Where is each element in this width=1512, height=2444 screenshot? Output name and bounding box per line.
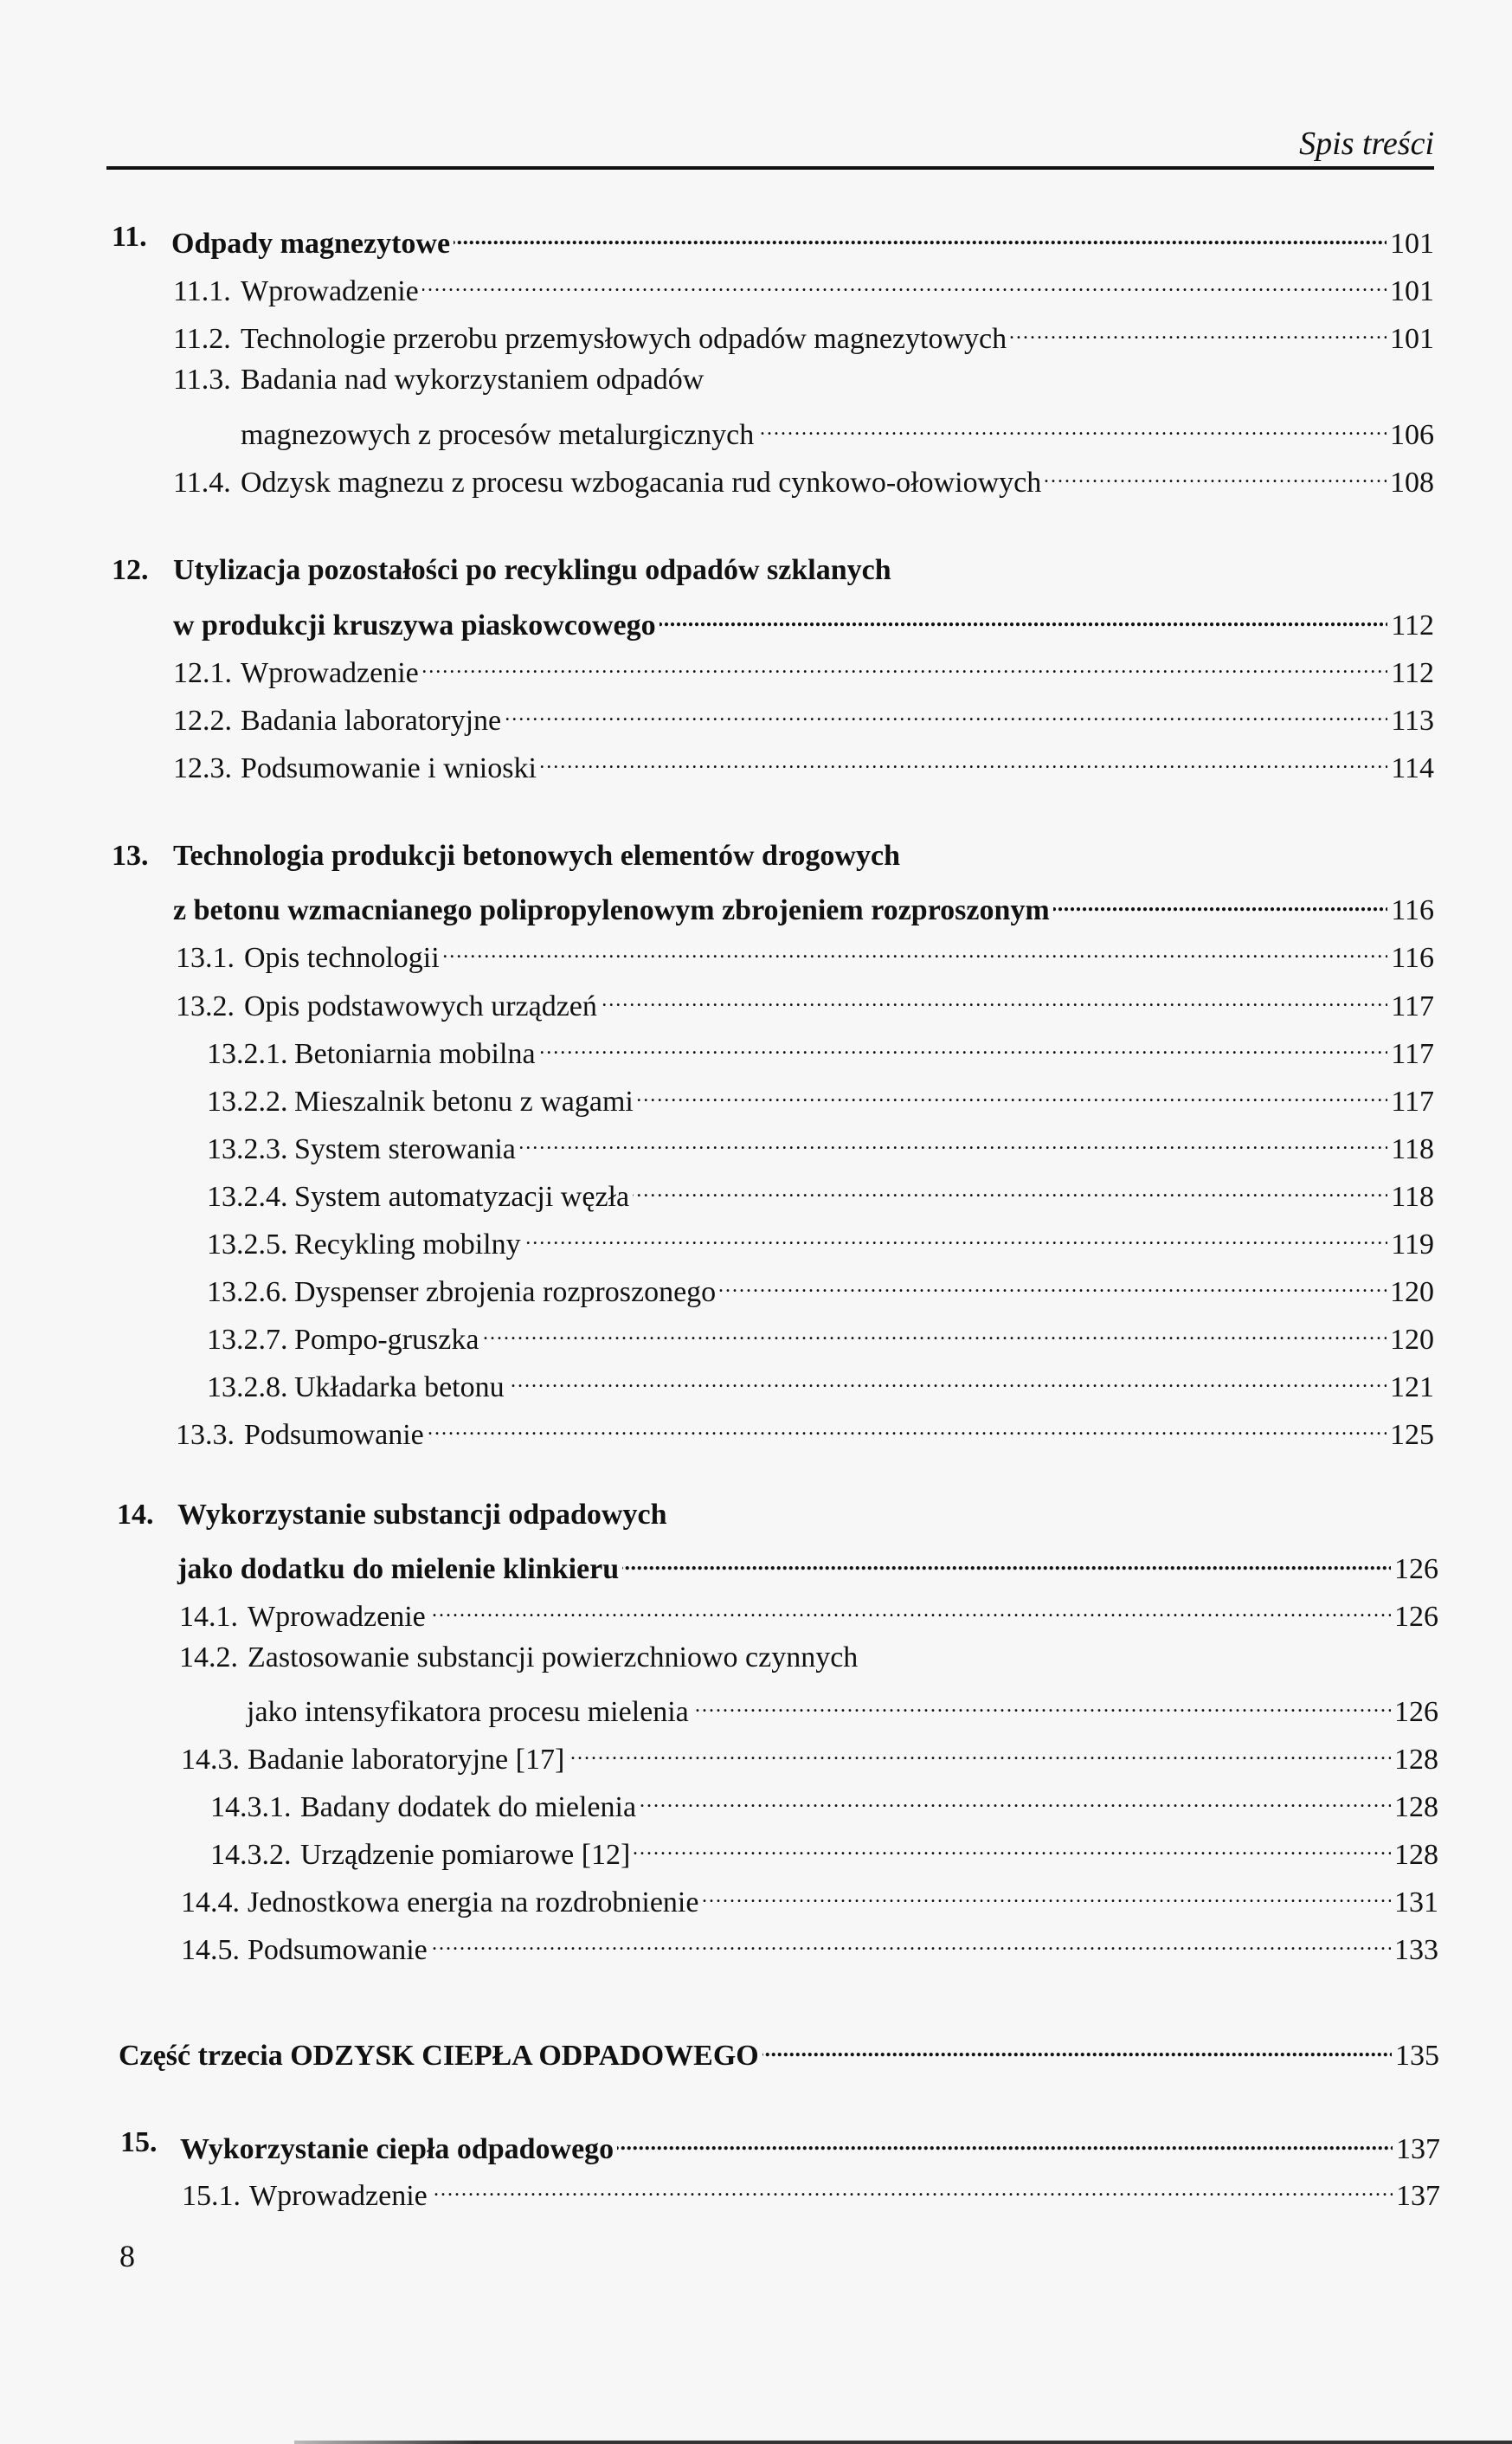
toc-entry-section[interactable] — [173, 364, 1434, 396]
chapter-title-line-1: Wykorzystanie substancji odpadowych — [177, 1499, 667, 1531]
page-number: 120 — [1390, 1324, 1434, 1356]
dot-leader — [428, 1413, 1387, 1444]
page-number: 112 — [1391, 609, 1434, 642]
page-number: 126 — [1394, 1601, 1438, 1633]
section-number: 11.1. — [173, 275, 231, 307]
page-number: 126 — [1394, 1696, 1438, 1728]
page-number: 114 — [1391, 752, 1434, 784]
toc-entry-chapter-line-1[interactable] — [173, 841, 1434, 872]
toc-entry-section[interactable] — [181, 1738, 1438, 1776]
section-number: 14.2. — [179, 1641, 238, 1673]
page-number: 137 — [1396, 2133, 1440, 2165]
toc-entry-subsection[interactable] — [207, 1175, 1434, 1213]
toc-entry-section[interactable] — [173, 317, 1434, 355]
toc-entry-chapter-line-1[interactable] — [177, 1499, 1438, 1531]
toc-entry-subsection[interactable] — [207, 1270, 1434, 1308]
section-number: 12.3. — [173, 752, 232, 784]
toc-entry-section[interactable] — [179, 1642, 1438, 1673]
toc-entry-subsection[interactable] — [207, 1222, 1434, 1261]
dot-leader — [482, 1318, 1387, 1349]
dot-leader — [431, 2174, 1393, 2205]
chapter-title-line-1: Technologia produkcji betonowych elementów drogowych — [173, 840, 900, 872]
chapter-title: Wykorzystanie ciepła odpadowego — [180, 2133, 614, 2165]
subsection-number: 14.3.1. — [210, 1791, 292, 1823]
page-number-footer: 8 — [119, 2239, 135, 2273]
section-title: Odzysk magnezu z procesu wzbogacania rud cynkowo-ołowiowych — [241, 467, 1042, 499]
dot-leader — [568, 1738, 1391, 1769]
running-header-title: Spis treści — [1299, 126, 1434, 162]
page-number: 112 — [1391, 657, 1434, 689]
section-title: Badania laboratoryjne — [241, 705, 502, 737]
subsection-number: 13.2.1. — [207, 1038, 288, 1070]
dot-leader — [640, 1785, 1391, 1816]
toc-entry-section[interactable] — [179, 1595, 1438, 1633]
toc-entry-section[interactable] — [176, 984, 1434, 1022]
toc-entry-subsection[interactable] — [207, 1127, 1434, 1165]
toc-entry-subsection[interactable] — [207, 1365, 1434, 1403]
dot-leader — [634, 1833, 1391, 1864]
page-number: 126 — [1394, 1553, 1438, 1585]
subsection-number: 13.2.3. — [207, 1133, 288, 1165]
subsection-number: 13.2.8. — [207, 1371, 288, 1403]
section-title-line-2: magnezowych z procesów metalurgicznych — [241, 419, 755, 451]
section-title-line-2: jako intensyfikatora procesu mielenia — [247, 1696, 689, 1728]
chapter-title-line-2: w produkcji kruszywa piaskowcowego — [173, 609, 656, 642]
subsection-number: 13.2.7. — [207, 1324, 288, 1356]
section-number: 11.3. — [173, 364, 231, 396]
page-number: 119 — [1391, 1228, 1434, 1261]
page-number: 113 — [1391, 705, 1434, 737]
section-number: 14.1. — [179, 1601, 238, 1633]
chapter-number: 13. — [112, 840, 149, 872]
toc-entry-section[interactable] — [173, 269, 1434, 307]
dot-leader — [519, 1127, 1387, 1158]
section-number: 13.1. — [176, 942, 235, 974]
section-title: Wprowadzenie — [241, 275, 419, 307]
toc-entry-section[interactable] — [181, 1928, 1438, 1966]
page-number: 128 — [1394, 1839, 1438, 1871]
scan-bottom-edge — [294, 2441, 1512, 2444]
section-number: 11.2. — [173, 323, 231, 355]
chapter-title-line-2: jako dodatku do mielenie klinkieru — [177, 1553, 620, 1585]
page-number: 106 — [1390, 419, 1434, 451]
dot-leader — [540, 746, 1387, 777]
section-title: Badanie laboratoryjne [17] — [248, 1744, 565, 1776]
page-number: 117 — [1391, 1086, 1434, 1118]
toc-entry-chapter-line-1[interactable] — [173, 555, 1434, 586]
toc-entry-chapter[interactable] — [171, 222, 1434, 260]
dot-leader — [1010, 317, 1387, 348]
dot-leader — [617, 2127, 1393, 2158]
part-title: Część trzecia ODZYSK CIEPŁA ODPADOWEGO — [119, 2040, 759, 2072]
toc-entry-section-continuation[interactable] — [241, 413, 1434, 451]
page-number: 116 — [1391, 894, 1434, 926]
dot-leader — [422, 269, 1387, 300]
section-number: 14.5. — [181, 1934, 240, 1966]
dot-leader — [524, 1222, 1388, 1254]
chapter-number: 12. — [112, 554, 149, 586]
toc-entry-subsection[interactable] — [207, 1080, 1434, 1118]
subsection-number: 13.2.5. — [207, 1228, 288, 1261]
toc-entry-section[interactable] — [181, 1880, 1438, 1918]
page-number: 120 — [1390, 1276, 1434, 1308]
subsection-title: Urządzenie pomiarowe [12] — [300, 1839, 631, 1871]
section-title-line-1: Badania nad wykorzystaniem odpadów — [241, 364, 705, 396]
dot-leader — [762, 2034, 1392, 2065]
toc-entry-section[interactable] — [173, 746, 1434, 784]
subsection-number: 14.3.2. — [210, 1839, 292, 1871]
page-number: 117 — [1391, 990, 1434, 1022]
page-number: 125 — [1390, 1419, 1434, 1451]
dot-leader — [637, 1080, 1387, 1111]
page-number: 133 — [1394, 1934, 1438, 1966]
chapter-title: Odpady magnezytowe — [171, 228, 451, 260]
page-number: 135 — [1395, 2040, 1439, 2072]
toc-entry-subsection[interactable] — [207, 1032, 1434, 1070]
section-number: 12.1. — [173, 657, 232, 689]
toc-entry-section[interactable] — [173, 699, 1434, 737]
page-number: 101 — [1390, 275, 1434, 307]
dot-leader — [422, 651, 1387, 682]
toc-entry-subsection[interactable] — [210, 1833, 1438, 1871]
page-number: 118 — [1391, 1133, 1434, 1165]
dot-leader — [633, 1175, 1387, 1206]
dot-leader — [1053, 888, 1388, 919]
page-number: 131 — [1394, 1886, 1438, 1918]
subsection-title: Pompo-gruszka — [294, 1324, 479, 1356]
section-number: 14.3. — [181, 1744, 240, 1776]
section-title: Jednostkowa energia na rozdrobnienie — [248, 1886, 699, 1918]
section-title: Wprowadzenie — [248, 1601, 426, 1633]
page-number: 128 — [1394, 1791, 1438, 1823]
section-title: Opis technologii — [244, 942, 440, 974]
subsection-title: System automatyzacji węzła — [294, 1181, 630, 1213]
section-number: 15.1. — [182, 2180, 241, 2212]
chapter-number: 11. — [112, 221, 147, 253]
page-number: 108 — [1390, 467, 1434, 499]
running-header — [106, 121, 1434, 170]
dot-leader — [622, 1547, 1391, 1578]
subsection-number: 13.2.2. — [207, 1086, 288, 1118]
chapter-number: 15. — [120, 2126, 158, 2158]
section-number: 13.3. — [176, 1419, 235, 1451]
page-number: 117 — [1391, 1038, 1434, 1070]
section-number: 12.2. — [173, 705, 232, 737]
subsection-number: 13.2.4. — [207, 1181, 288, 1213]
section-title: Podsumowanie — [248, 1934, 428, 1966]
toc-entry-section-continuation[interactable] — [247, 1690, 1438, 1728]
section-number: 11.4. — [173, 467, 231, 499]
subsection-title: System sterowania — [294, 1133, 516, 1165]
dot-leader — [539, 1032, 1388, 1063]
section-title: Podsumowanie i wnioski — [241, 752, 537, 784]
toc-entry-subsection[interactable] — [210, 1785, 1438, 1823]
subsection-title: Dyspenser zbrojenia rozproszonego — [294, 1276, 717, 1308]
section-number: 13.2. — [176, 990, 235, 1022]
subsection-title: Mieszalnik betonu z wagami — [294, 1086, 634, 1118]
toc-entry-section[interactable] — [176, 1413, 1434, 1451]
chapter-title-line-1: Utylizacja pozostałości po recyklingu odpadów szklanych — [173, 554, 891, 586]
toc-entry-section[interactable] — [182, 2174, 1440, 2212]
dot-leader — [508, 1365, 1387, 1396]
section-title: Technologie przerobu przemysłowych odpadów magnezytowych — [241, 323, 1007, 355]
toc-entry-section[interactable] — [173, 651, 1434, 689]
chapter-title-line-2: z betonu wzmacnianego polipropylenowym zbrojeniem rozproszonym — [173, 894, 1050, 926]
section-title: Podsumowanie — [244, 1419, 424, 1451]
dot-leader — [454, 222, 1387, 253]
page-number: 101 — [1390, 323, 1434, 355]
section-title: Wprowadzenie — [249, 2180, 428, 2212]
toc-entry-section[interactable] — [173, 461, 1434, 499]
dot-leader — [692, 1690, 1391, 1721]
dot-leader — [659, 603, 1388, 635]
toc-entry-subsection[interactable] — [207, 1318, 1434, 1356]
subsection-title: Układarka betonu — [294, 1371, 505, 1403]
subsection-title: Betoniarnia mobilna — [294, 1038, 536, 1070]
dot-leader — [601, 984, 1387, 1016]
dot-leader — [757, 413, 1387, 444]
toc-entry-section[interactable] — [176, 936, 1434, 974]
page-number: 101 — [1390, 228, 1434, 260]
toc-entry-chapter[interactable] — [180, 2127, 1440, 2165]
toc-entry-chapter-line-2[interactable] — [177, 1547, 1438, 1585]
page-number: 116 — [1391, 942, 1434, 974]
subsection-title: Badany dodatek do mielenia — [300, 1791, 637, 1823]
page-number: 128 — [1394, 1744, 1438, 1776]
section-title: Wprowadzenie — [241, 657, 419, 689]
dot-leader — [719, 1270, 1387, 1301]
toc-entry-chapter-line-2[interactable] — [173, 888, 1434, 926]
page-number: 137 — [1396, 2180, 1440, 2212]
dot-leader — [443, 936, 1388, 967]
dot-leader — [429, 1595, 1391, 1626]
dot-leader — [1045, 461, 1387, 492]
section-number: 14.4. — [181, 1886, 240, 1918]
dot-leader — [431, 1928, 1391, 1959]
section-title-line-1: Zastosowanie substancji powierzchniowo czynnych — [248, 1641, 859, 1673]
page-number: 121 — [1390, 1371, 1434, 1403]
chapter-number: 14. — [117, 1499, 154, 1531]
section-title: Opis podstawowych urządzeń — [244, 990, 597, 1022]
subsection-title: Recykling mobilny — [294, 1228, 521, 1261]
dot-leader — [702, 1880, 1391, 1912]
dot-leader — [505, 699, 1387, 730]
toc-entry-chapter-line-2[interactable] — [173, 603, 1434, 642]
subsection-number: 13.2.6. — [207, 1276, 288, 1308]
page-number: 118 — [1391, 1181, 1434, 1213]
toc-entry-part[interactable] — [119, 2034, 1439, 2072]
